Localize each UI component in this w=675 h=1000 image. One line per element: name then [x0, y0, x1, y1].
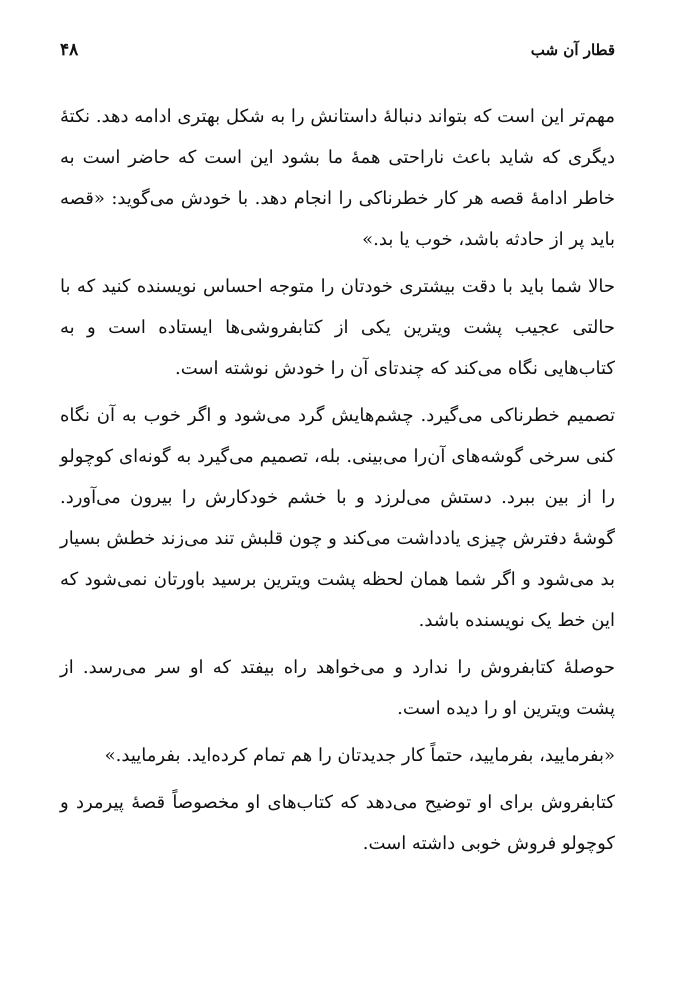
book-page	[60, 40, 615, 870]
paragraph: «بفرمایید، بفرمایید، حتماً کار جدیدتان را هم تمام کرده‌اید. بفرمایید.»	[104, 745, 615, 766]
body-text	[60, 96, 615, 864]
paragraph: مهم‌تر این است که بتواند دنبالهٔ داستانش را به شکل بهتری ادامه دهد. نکتهٔ دیگری که شاید باعث ناراحتی همهٔ ما بشود این است که حاضر است به خاطر ادامهٔ قصه هر کار خطرناکی را انجام دهد. با خودش می‌گوید: «قصه باید پر از حادثه باشد، خوب یا بد.»	[60, 106, 615, 250]
page-number: ۴۸	[60, 40, 79, 60]
paragraph: حالا شما باید با دقت بیشتری خودتان را متوجه احساس نویسنده کنید که با حالتی عجیب پشت ویترین یکی از کتابفروشی‌ها ایستاده است و به کتاب‌هایی نگاه می‌کند که چندتای آن را خودش نوشته است.	[60, 276, 615, 379]
paragraph: تصمیم خطرناکی می‌گیرد. چشم‌هایش گرد می‌شود و اگر خوب به آن نگاه کنی سرخی گوشه‌های آن‌را می‌بینی. بله، تصمیم می‌گیرد به گونه‌ای کوچولو را از بین ببرد. دستش می‌لرزد و با خشم خودکارش را بیرون می‌آورد. گوشهٔ دفترش چیزی یادداشت می‌کند و چون قلبش تند می‌زند خطش بسیار بد می‌شود و اگر شما همان لحظه پشت ویترین برسید باورتان نمی‌شود که این خط یک نویسنده باشد.	[60, 405, 615, 631]
paragraph: حوصلهٔ کتابفروش را ندارد و می‌خواهد راه بیفتد که او سر می‌رسد. از پشت ویترین او را دیده است.	[60, 657, 615, 719]
paragraph: کتابفروش برای او توضیح می‌دهد که کتاب‌های او مخصوصاً قصهٔ پیرمرد و کوچولو فروش خوبی داشته است.	[60, 792, 615, 854]
book-title: قطار آن شب	[530, 41, 615, 59]
running-head	[60, 40, 615, 70]
